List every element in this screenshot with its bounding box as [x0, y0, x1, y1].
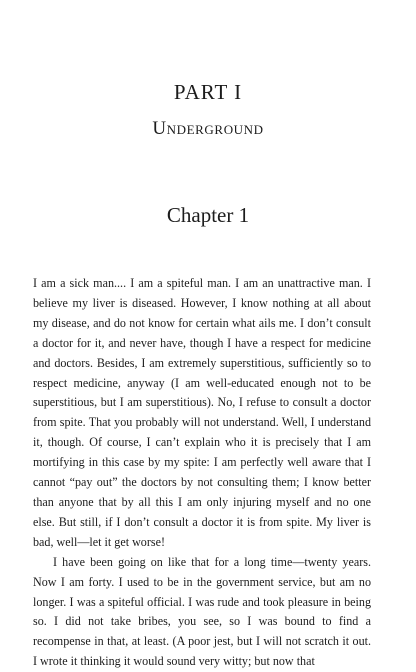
part-subtitle: Underground: [152, 118, 264, 139]
paragraph: I have been going on like that for a long time—twenty years. Now I am forty. I used to be in the government service, but am no longer. I was a spiteful official. I was rude and took pleasure in being so. I did not take bribes, you see, so I was bound to find a recompense in that, at least. (A poor jest, but I will not scratch it out. I wrote it thinking it would sound very witty; but now that: [33, 554, 371, 669]
paragraph: I am a sick man.... I am a spiteful man. I am an unattractive man. I believe my liver is diseased. However, I know nothing at all about my disease, and do not know for certain what ails me. I don’t consult a doctor for it, and never have, though I have a respect for medicine and doctors. Besides, I am extremely superstitious, sufficiently so to respect medicine, anyway (I am well-educated enough not to be superstitious, but I am superstitious). No, I refuse to consult a doctor from spite. That you probably will not understand. Well, I understand it, though. Of course, I can’t explain who it is precisely that I am mortifying in this case by my spite: I am perfectly well aware that I cannot “pay out” the doctors by not consulting them; I know better than anyone that by all this I am only injuring myself and no one else. But still, if I don’t consult a doctor it is from spite. My liver is bad, well—let it get worse!: [33, 276, 371, 549]
part-title: PART I: [173, 80, 243, 104]
chapter-title: Chapter 1: [166, 203, 250, 227]
chapter-body: [33, 274, 371, 672]
